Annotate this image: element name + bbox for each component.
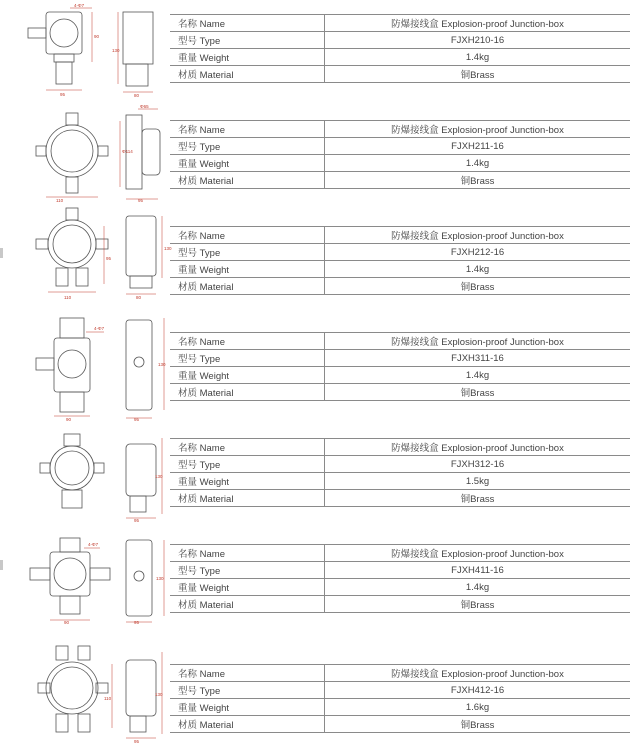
drawing-svg	[8, 430, 166, 522]
spec-row-weight	[170, 49, 630, 66]
dimension-label: 110	[64, 295, 72, 300]
material-label: 材质 Material	[170, 278, 325, 295]
weight-label: 重量 Weight	[170, 155, 325, 172]
page-edge-mark	[0, 560, 3, 570]
name-label: 名称 Name	[170, 545, 325, 562]
dimension-label: 130	[158, 362, 166, 367]
spec-table	[170, 14, 630, 83]
dimension-label: 95	[106, 256, 112, 261]
material-label: 材质 Material	[170, 716, 325, 733]
drawing-svg	[8, 318, 166, 422]
type-value: FJXH411-16	[325, 562, 631, 579]
name-label: 名称 Name	[170, 333, 325, 350]
weight-label: 重量 Weight	[170, 261, 325, 278]
product-drawing	[8, 430, 166, 522]
dimension-label: 80	[134, 93, 140, 98]
spec-table	[170, 438, 630, 507]
weight-value: 1.6kg	[325, 699, 631, 716]
weight-label: 重量 Weight	[170, 473, 325, 490]
type-value: FJXH311-16	[325, 350, 631, 367]
dimension-label: 4-Φ7	[88, 542, 99, 547]
spec-row-name	[170, 545, 630, 562]
spec-table	[170, 664, 630, 733]
product-drawing	[8, 206, 172, 302]
spec-row-material	[170, 596, 630, 613]
spec-row-weight	[170, 367, 630, 384]
product-drawing	[8, 318, 166, 422]
product-drawing	[8, 536, 166, 624]
name-label: 名称 Name	[170, 15, 325, 32]
name-label: 名称 Name	[170, 439, 325, 456]
weight-value: 1.4kg	[325, 49, 631, 66]
dimension-label: 110	[104, 696, 112, 701]
spec-row-material	[170, 490, 630, 507]
product-drawing	[8, 4, 166, 98]
spec-row-name	[170, 439, 630, 456]
material-value: 铜Brass	[325, 596, 631, 613]
spec-row-name	[170, 121, 630, 138]
drawing-svg	[8, 536, 166, 624]
material-label: 材质 Material	[170, 384, 325, 401]
dimension-label: 95	[60, 92, 66, 97]
material-value: 铜Brass	[325, 278, 631, 295]
dimension-label: Φ114	[122, 149, 133, 154]
name-value: 防爆接线盒 Explosion-proof Junction-box	[325, 333, 631, 350]
spec-row-type	[170, 138, 630, 155]
drawing-svg	[8, 4, 166, 98]
spec-row-weight	[170, 155, 630, 172]
weight-label: 重量 Weight	[170, 49, 325, 66]
weight-value: 1.4kg	[325, 261, 631, 278]
spec-row-material	[170, 172, 630, 189]
type-label: 型号 Type	[170, 350, 325, 367]
spec-table	[170, 332, 630, 401]
name-value: 防爆接线盒 Explosion-proof Junction-box	[325, 15, 631, 32]
dimension-label: 130	[155, 474, 163, 479]
type-value: FJXH210-16	[325, 32, 631, 49]
dimension-label: 95	[138, 198, 144, 203]
type-value: FJXH211-16	[325, 138, 631, 155]
type-value: FJXH212-16	[325, 244, 631, 261]
dimension-label: 95	[134, 739, 140, 744]
weight-value: 1.4kg	[325, 579, 631, 596]
spec-row-type	[170, 562, 630, 579]
spec-row-type	[170, 682, 630, 699]
name-value: 防爆接线盒 Explosion-proof Junction-box	[325, 665, 631, 682]
dimension-label: 130	[112, 48, 120, 53]
type-value: FJXH312-16	[325, 456, 631, 473]
name-label: 名称 Name	[170, 121, 325, 138]
weight-value: 1.5kg	[325, 473, 631, 490]
spec-row-material	[170, 278, 630, 295]
type-label: 型号 Type	[170, 682, 325, 699]
name-value: 防爆接线盒 Explosion-proof Junction-box	[325, 545, 631, 562]
weight-value: 1.4kg	[325, 367, 631, 384]
dimension-label: 90	[66, 417, 72, 422]
material-value: 铜Brass	[325, 66, 631, 83]
name-label: 名称 Name	[170, 665, 325, 682]
material-label: 材质 Material	[170, 172, 325, 189]
material-value: 铜Brass	[325, 716, 631, 733]
page-edge-mark	[0, 248, 3, 258]
material-label: 材质 Material	[170, 596, 325, 613]
material-value: 铜Brass	[325, 172, 631, 189]
spec-table	[170, 226, 630, 295]
spec-row-type	[170, 456, 630, 473]
spec-row-name	[170, 665, 630, 682]
material-value: 铜Brass	[325, 490, 631, 507]
product-drawing	[8, 644, 166, 744]
name-value: 防爆接线盒 Explosion-proof Junction-box	[325, 227, 631, 244]
spec-row-type	[170, 32, 630, 49]
type-label: 型号 Type	[170, 138, 325, 155]
name-value: 防爆接线盒 Explosion-proof Junction-box	[325, 439, 631, 456]
spec-row-name	[170, 227, 630, 244]
spec-row-name	[170, 15, 630, 32]
drawing-svg	[8, 644, 166, 744]
material-label: 材质 Material	[170, 490, 325, 507]
spec-row-weight	[170, 699, 630, 716]
name-value: 防爆接线盒 Explosion-proof Junction-box	[325, 121, 631, 138]
dimension-label: 95	[134, 518, 140, 523]
material-label: 材质 Material	[170, 66, 325, 83]
spec-table	[170, 120, 630, 189]
type-label: 型号 Type	[170, 244, 325, 261]
weight-label: 重量 Weight	[170, 579, 325, 596]
spec-row-weight	[170, 579, 630, 596]
weight-label: 重量 Weight	[170, 699, 325, 716]
material-value: 铜Brass	[325, 384, 631, 401]
type-label: 型号 Type	[170, 456, 325, 473]
dimension-label: 4-Φ7	[94, 326, 105, 331]
dimension-label: 110	[56, 198, 64, 203]
drawing-svg	[8, 104, 166, 203]
dimension-label: 130	[156, 576, 164, 581]
type-label: 型号 Type	[170, 32, 325, 49]
weight-value: 1.4kg	[325, 155, 631, 172]
spec-row-type	[170, 244, 630, 261]
spec-row-material	[170, 384, 630, 401]
type-value: FJXH412-16	[325, 682, 631, 699]
dimension-label: 95	[134, 417, 140, 422]
spec-table	[170, 544, 630, 613]
weight-label: 重量 Weight	[170, 367, 325, 384]
spec-row-name	[170, 333, 630, 350]
dimension-label: 90	[64, 620, 70, 625]
dimension-label: 130	[155, 692, 163, 697]
drawing-svg	[8, 206, 172, 302]
dimension-label: 95	[134, 620, 140, 625]
dimension-label: 4-Φ7	[74, 3, 85, 8]
product-drawing	[8, 104, 166, 203]
spec-row-material	[170, 716, 630, 733]
dimension-label: Φ65	[140, 104, 149, 109]
spec-row-weight	[170, 261, 630, 278]
spec-row-material	[170, 66, 630, 83]
spec-row-weight	[170, 473, 630, 490]
spec-row-type	[170, 350, 630, 367]
dimension-label: 90	[94, 34, 100, 39]
type-label: 型号 Type	[170, 562, 325, 579]
dimension-label: 130	[164, 246, 172, 251]
name-label: 名称 Name	[170, 227, 325, 244]
dimension-label: 80	[136, 295, 142, 300]
